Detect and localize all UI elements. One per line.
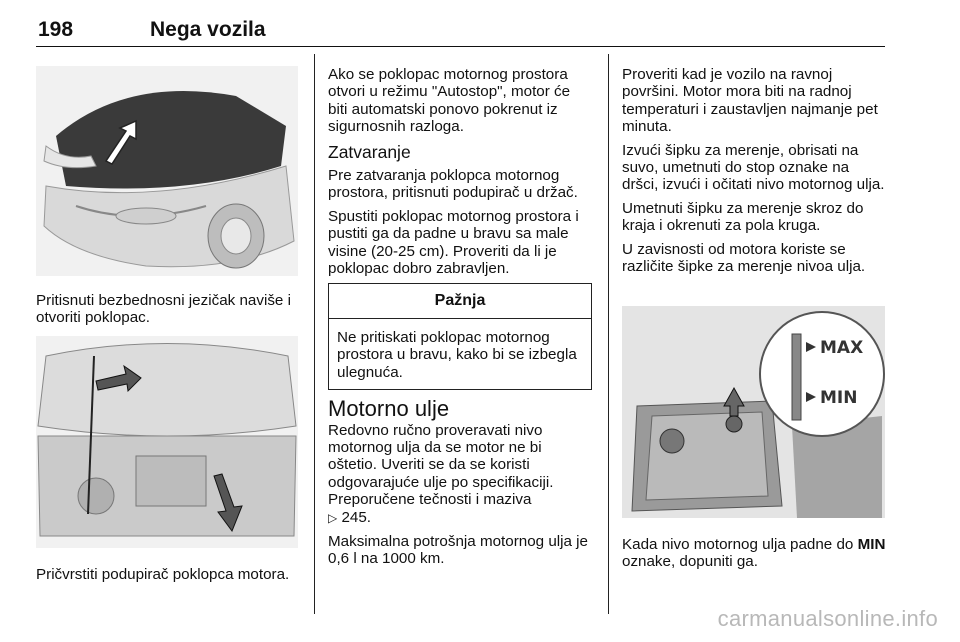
reference-line [328, 509, 592, 527]
paragraph-dipstick-insert: Umetnuti šipku za merenje skroz do kraja i okrenuti za pola kruga. [622, 199, 864, 235]
paragraph-oil-consumption: Maksimalna potrošnja motornog ulja je 0,6 l na 1000 km. [328, 532, 589, 568]
paragraph-closing-2: Spustiti poklopac motornog prostora i pustiti ga da padne u bravu sa male visine (20-25 cm). Proveriti da li je poklopac dobro zabravljen. [328, 207, 579, 278]
figure-car-hood-release [36, 66, 298, 276]
caution-box [328, 283, 592, 390]
caption-hood-release: Pritisnuti bezbednosni jezičak naviše i otvoriti poklopac. [36, 292, 291, 327]
page-title: Nega vozila [150, 18, 266, 41]
caption-hood-prop: Pričvrstiti podupirač poklopca motora. [36, 566, 290, 583]
min-mark-text: MIN [857, 536, 886, 553]
column-3 [622, 66, 886, 281]
reference-arrow-icon: ▷ [328, 510, 338, 525]
figure-hood-prop [36, 336, 298, 548]
caution-text: Ne pritiskati poklopac motornog prostora u bravu, kako bi se izbegla ulegnuća. [337, 328, 577, 381]
heading-engine-oil: Motorno ulje [328, 396, 450, 422]
reference-page-link[interactable]: 245. [341, 508, 372, 526]
paragraph-closing-1: Pre zatvaranja poklopca motornog prostora, pritisnuti podupirač u držač. [328, 167, 578, 202]
dipstick-min-label: MIN [820, 388, 858, 408]
page-header [36, 12, 885, 47]
dipstick-max-label: MAX [820, 338, 864, 358]
paragraph-level-surface: Proveriti kad je vozilo na ravnoj površini. Motor mora biti na radnoj temperaturi i zaustavljen najmanje pet minuta. [622, 66, 878, 136]
paragraph-dipstick-types: U zavisnosti od motora koriste se različite šipke za merenje nivoa ulja. [622, 240, 866, 276]
column-divider-2 [608, 54, 609, 614]
page-number: 198 [38, 18, 74, 41]
paragraph-dipstick-pull: Izvući šipku za merenje, obrisati na suvo, umetnuti do stop oznake na dršci, izvući i očitati nivo motornog ulja. [622, 141, 885, 194]
caption-oil-min: Kada nivo motornog ulja padne do MIN oznake, dopuniti ga. [622, 536, 886, 571]
paragraph-oil-check: Redovno ručno proveravati nivo motornog ulja da se motor ne bi oštetio. Uveriti se da se koristi odgovarajuće ulje po specifikaciji. Preporučene tečnosti i maziva [328, 421, 554, 509]
column-divider-1 [314, 54, 315, 614]
caution-title: Pažnja [329, 284, 591, 318]
column-2 [328, 66, 592, 574]
heading-closing: Zatvaranje [328, 141, 411, 162]
watermark: carmanualsonline.info [717, 606, 938, 631]
paragraph-autostop: Ako se poklopac motornog prostora otvori u režimu "Autostop", motor će biti automatski ponovo pokrenut iz sigurnosnih razloga. [328, 66, 571, 136]
figure-dipstick [622, 306, 885, 518]
